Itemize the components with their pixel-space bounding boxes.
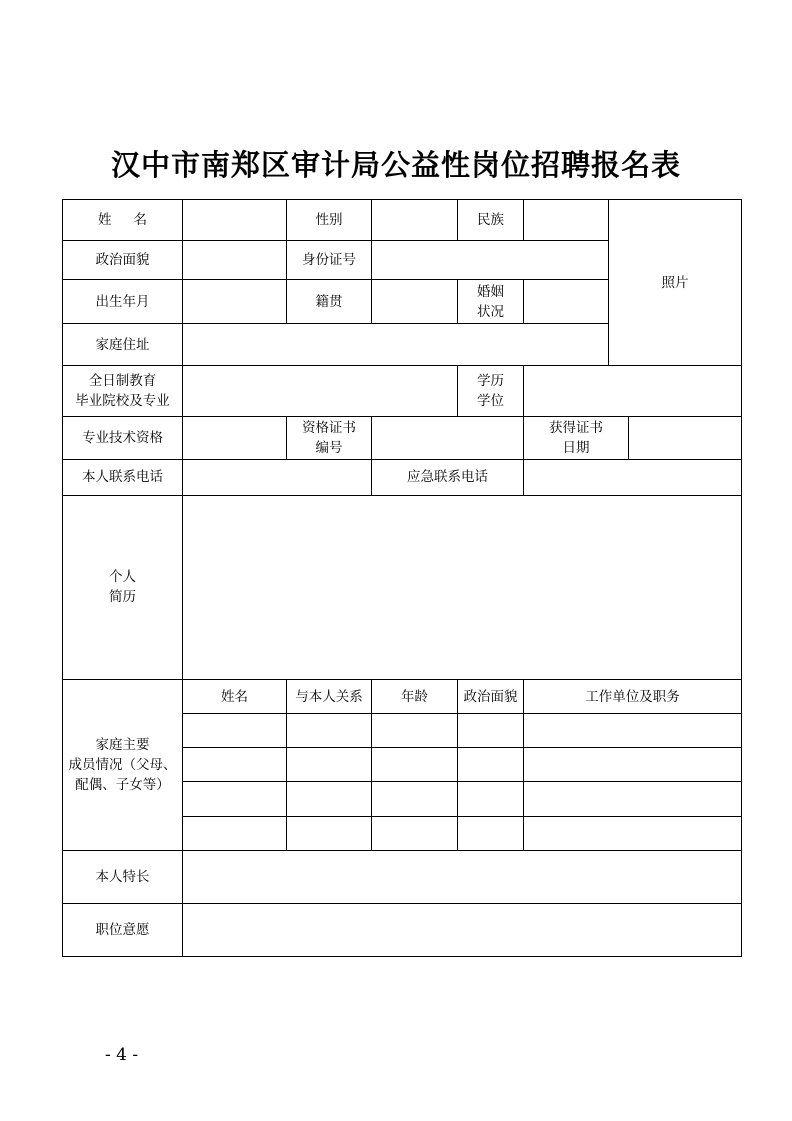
id-number-field[interactable] (372, 241, 609, 280)
phone-field[interactable] (183, 459, 372, 495)
family-members-label: 家庭主要 成员情况（父母、 配偶、子女等） (63, 680, 183, 850)
family-relation-cell[interactable] (287, 816, 372, 850)
home-address-label: 家庭住址 (63, 324, 183, 366)
family-name-cell[interactable] (183, 816, 287, 850)
certificate-date-label: 获得证书 日期 (524, 416, 629, 459)
row-contact (63, 459, 742, 495)
gender-field[interactable] (372, 200, 458, 241)
row-qualification (63, 416, 742, 459)
family-header-row (63, 680, 742, 714)
family-name-cell[interactable] (183, 782, 287, 816)
family-workplace-cell[interactable] (524, 816, 742, 850)
family-age-cell[interactable] (372, 714, 458, 748)
name-field[interactable] (183, 200, 287, 241)
row-specialty (63, 850, 742, 903)
family-col-political-status: 政治面貌 (458, 680, 524, 714)
position-intent-label: 职位意愿 (63, 903, 183, 956)
row-resume (63, 495, 742, 679)
family-political-status-cell[interactable] (458, 782, 524, 816)
family-name-cell[interactable] (183, 748, 287, 782)
gender-label: 性别 (287, 200, 372, 241)
row-position-intent (63, 903, 742, 956)
certificate-number-label: 资格证书 编号 (287, 416, 372, 459)
family-age-cell[interactable] (372, 816, 458, 850)
native-place-field[interactable] (372, 280, 458, 324)
phone-label: 本人联系电话 (63, 459, 183, 495)
education-school-label: 全日制教育 毕业院校及专业 (63, 366, 183, 416)
family-political-status-cell[interactable] (458, 748, 524, 782)
registration-form-table (62, 199, 742, 957)
marital-status-field[interactable] (524, 280, 609, 324)
family-relation-cell[interactable] (287, 782, 372, 816)
family-workplace-cell[interactable] (524, 782, 742, 816)
degree-field[interactable] (524, 366, 742, 416)
ethnicity-label: 民族 (458, 200, 524, 241)
row-basic-1 (63, 200, 742, 241)
certificate-date-field[interactable] (629, 416, 742, 459)
family-relation-cell[interactable] (287, 714, 372, 748)
row-education (63, 366, 742, 416)
resume-field[interactable] (183, 495, 742, 679)
family-col-workplace: 工作单位及职务 (524, 680, 742, 714)
family-age-cell[interactable] (372, 748, 458, 782)
family-col-relation: 与本人关系 (287, 680, 372, 714)
degree-label: 学历 学位 (458, 366, 524, 416)
page-title: 汉中市南郑区审计局公益性岗位招聘报名表 (110, 148, 681, 182)
page-number: - 4 - (105, 1045, 139, 1065)
family-workplace-cell[interactable] (524, 748, 742, 782)
photo-box[interactable]: 照片 (609, 200, 742, 366)
family-relation-cell[interactable] (287, 748, 372, 782)
emergency-phone-field[interactable] (524, 459, 742, 495)
certificate-number-field[interactable] (372, 416, 524, 459)
family-col-age: 年龄 (372, 680, 458, 714)
family-political-status-cell[interactable] (458, 816, 524, 850)
emergency-phone-label: 应急联系电话 (372, 459, 524, 495)
family-workplace-cell[interactable] (524, 714, 742, 748)
birth-date-label: 出生年月 (63, 280, 183, 324)
professional-qualification-field[interactable] (183, 416, 287, 459)
family-col-name: 姓名 (183, 680, 287, 714)
resume-label: 个人 简历 (63, 495, 183, 679)
name-label: 姓名 (63, 200, 183, 241)
political-status-label: 政治面貌 (63, 241, 183, 280)
education-school-field[interactable] (183, 366, 458, 416)
native-place-label: 籍贯 (287, 280, 372, 324)
ethnicity-field[interactable] (524, 200, 609, 241)
family-age-cell[interactable] (372, 782, 458, 816)
position-intent-field[interactable] (183, 903, 742, 956)
political-status-field[interactable] (183, 241, 287, 280)
specialty-field[interactable] (183, 850, 742, 903)
family-political-status-cell[interactable] (458, 714, 524, 748)
birth-date-field[interactable] (183, 280, 287, 324)
professional-qualification-label: 专业技术资格 (63, 416, 183, 459)
id-number-label: 身份证号 (287, 241, 372, 280)
specialty-label: 本人特长 (63, 850, 183, 903)
family-name-cell[interactable] (183, 714, 287, 748)
home-address-field[interactable] (183, 324, 609, 366)
marital-status-label: 婚姻 状况 (458, 280, 524, 324)
